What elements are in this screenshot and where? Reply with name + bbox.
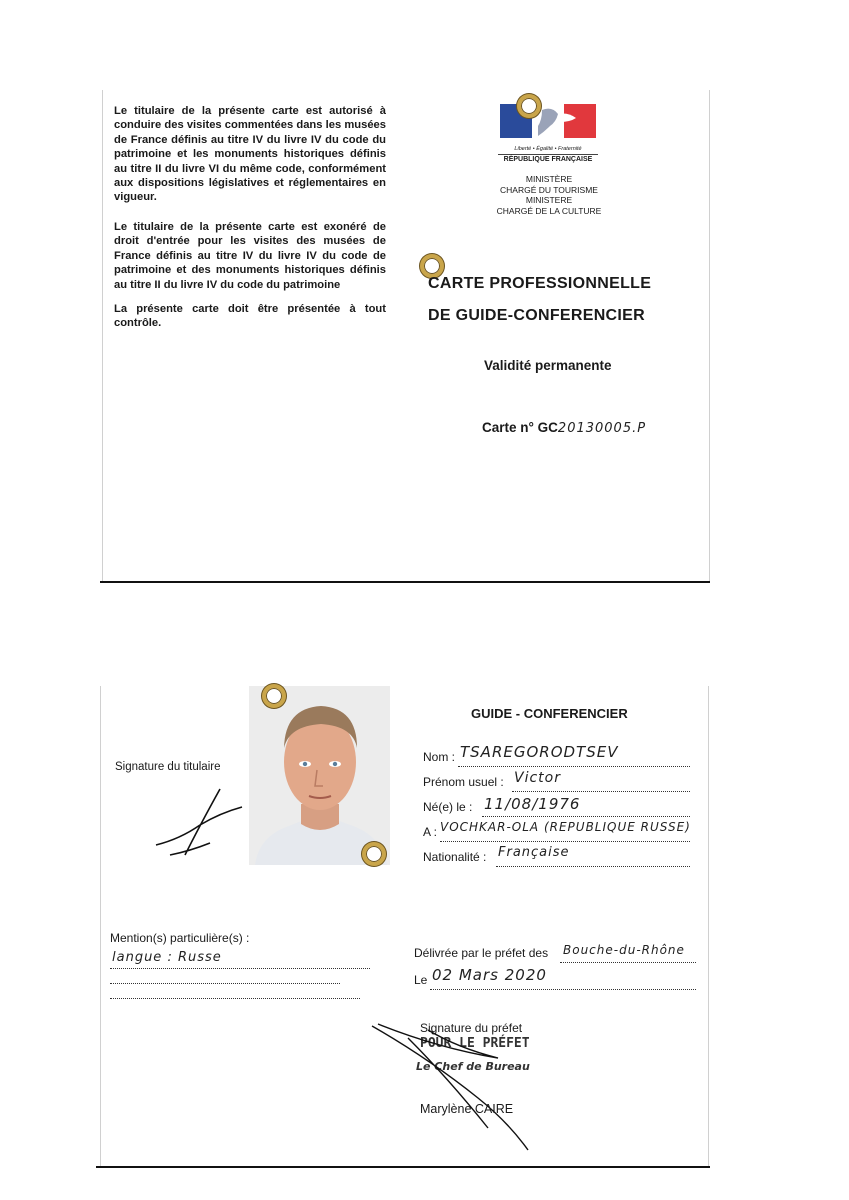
holder-signature-icon [150, 785, 250, 865]
ministry-line-2: CHARGÉ DU TOURISME [500, 184, 598, 195]
rules-paragraph-3: La présente carte doit être présentée à tout contrôle. [114, 303, 386, 330]
ministry-line-4: CHARGÉ DE LA CULTURE [496, 205, 602, 216]
delivered-dots [560, 961, 696, 963]
eyelet-icon [262, 684, 286, 708]
republique-francaise-logo [498, 104, 598, 162]
nom-value: TSAREGORODTSEV [460, 743, 619, 761]
signature-holder-label: Signature du titulaire [115, 761, 221, 773]
a-label: A : [423, 825, 438, 839]
card-heading: GUIDE - CONFERENCIER [471, 706, 628, 721]
prefect-signature-label: Signature du préfet [420, 1021, 523, 1035]
ministry-line-1: MINISTÈRE [525, 174, 573, 184]
ne-label: Né(e) le : [423, 800, 473, 814]
a-dots [440, 840, 690, 842]
nationalite-dots [496, 865, 690, 867]
stamp-line-2: Le Chef de Bureau [416, 1060, 530, 1073]
date-label: Le [414, 973, 428, 987]
card-number-value: 20130005.P [557, 421, 647, 436]
bottom-card-bottom-edge [96, 1166, 710, 1168]
mentions-dots-1 [110, 967, 370, 969]
ministry-line-3: MINISTERE [525, 195, 573, 205]
logo-motto: Liberté • Égalité • Fraternité [514, 146, 582, 152]
mentions-dots-3 [110, 997, 360, 999]
ministry-block [490, 174, 608, 216]
delivered-value: Bouche-du-Rhône [563, 943, 685, 957]
validity-text: Validité permanente [484, 358, 612, 373]
card-title-line-1: CARTE PROFESSIONNELLE [428, 275, 652, 292]
rules-paragraph-2: Le titulaire de la présente carte est exonéré de droit d'entrée pour les visites des musées de France définis au titre IV du livre IV du code de patrimoine et des monuments historiques définis au titre II du livre IV du code du patrimoine [114, 221, 386, 291]
nom-dots [458, 765, 690, 767]
prenom-dots [512, 790, 690, 792]
mentions-dots-2 [110, 982, 340, 984]
delivered-label: Délivrée par le préfet des [414, 946, 549, 960]
id-photo [249, 686, 390, 865]
eyelet-icon [362, 842, 386, 866]
mentions-label: Mention(s) particulière(s) : [110, 931, 250, 945]
top-card-bottom-edge [100, 581, 710, 583]
marianne-logo-icon [498, 104, 598, 140]
nom-label: Nom : [423, 750, 456, 764]
card-number [482, 420, 646, 436]
nationalite-label: Nationalité : [423, 850, 487, 864]
date-dots [430, 988, 696, 990]
ne-value: 11/08/1976 [484, 795, 581, 813]
date-value: 02 Mars 2020 [432, 966, 547, 984]
prefect-signature-icon [368, 1018, 568, 1158]
card-left-edge [100, 686, 101, 1166]
card-left-edge [102, 90, 103, 582]
card-number-label: Carte n° GC [482, 420, 558, 435]
card-right-edge [708, 686, 709, 1166]
eyelet-icon [517, 94, 541, 118]
card-title-line-2: DE GUIDE-CONFERENCIER [428, 307, 645, 324]
a-value: VOCHKAR-OLA (REPUBLIQUE RUSSE) [440, 820, 691, 834]
prenom-value: Victor [514, 770, 561, 786]
logo-republic: RÉPUBLIQUE FRANÇAISE [498, 154, 598, 163]
stamp-line-1: POUR LE PRÉFET [420, 1036, 530, 1051]
prefect-name: Marylène CAIRE [420, 1102, 514, 1116]
portrait-icon [249, 686, 390, 865]
prenom-label: Prénom usuel : [423, 775, 504, 789]
card-right-edge [709, 90, 710, 582]
ne-dots [482, 815, 690, 817]
mentions-value: langue : Russe [112, 950, 222, 965]
rules-paragraph-1: Le titulaire de la présente carte est autorisé à conduire des visites commentées dans les musées de France définis au titre IV du livre IV du code du patrimoine et les monuments historiques définis au titre II du livre VI du même code, conformément aux dispositions législatives et réglementaires en vigueur. [114, 105, 386, 204]
nationalite-value: Française [498, 845, 570, 860]
